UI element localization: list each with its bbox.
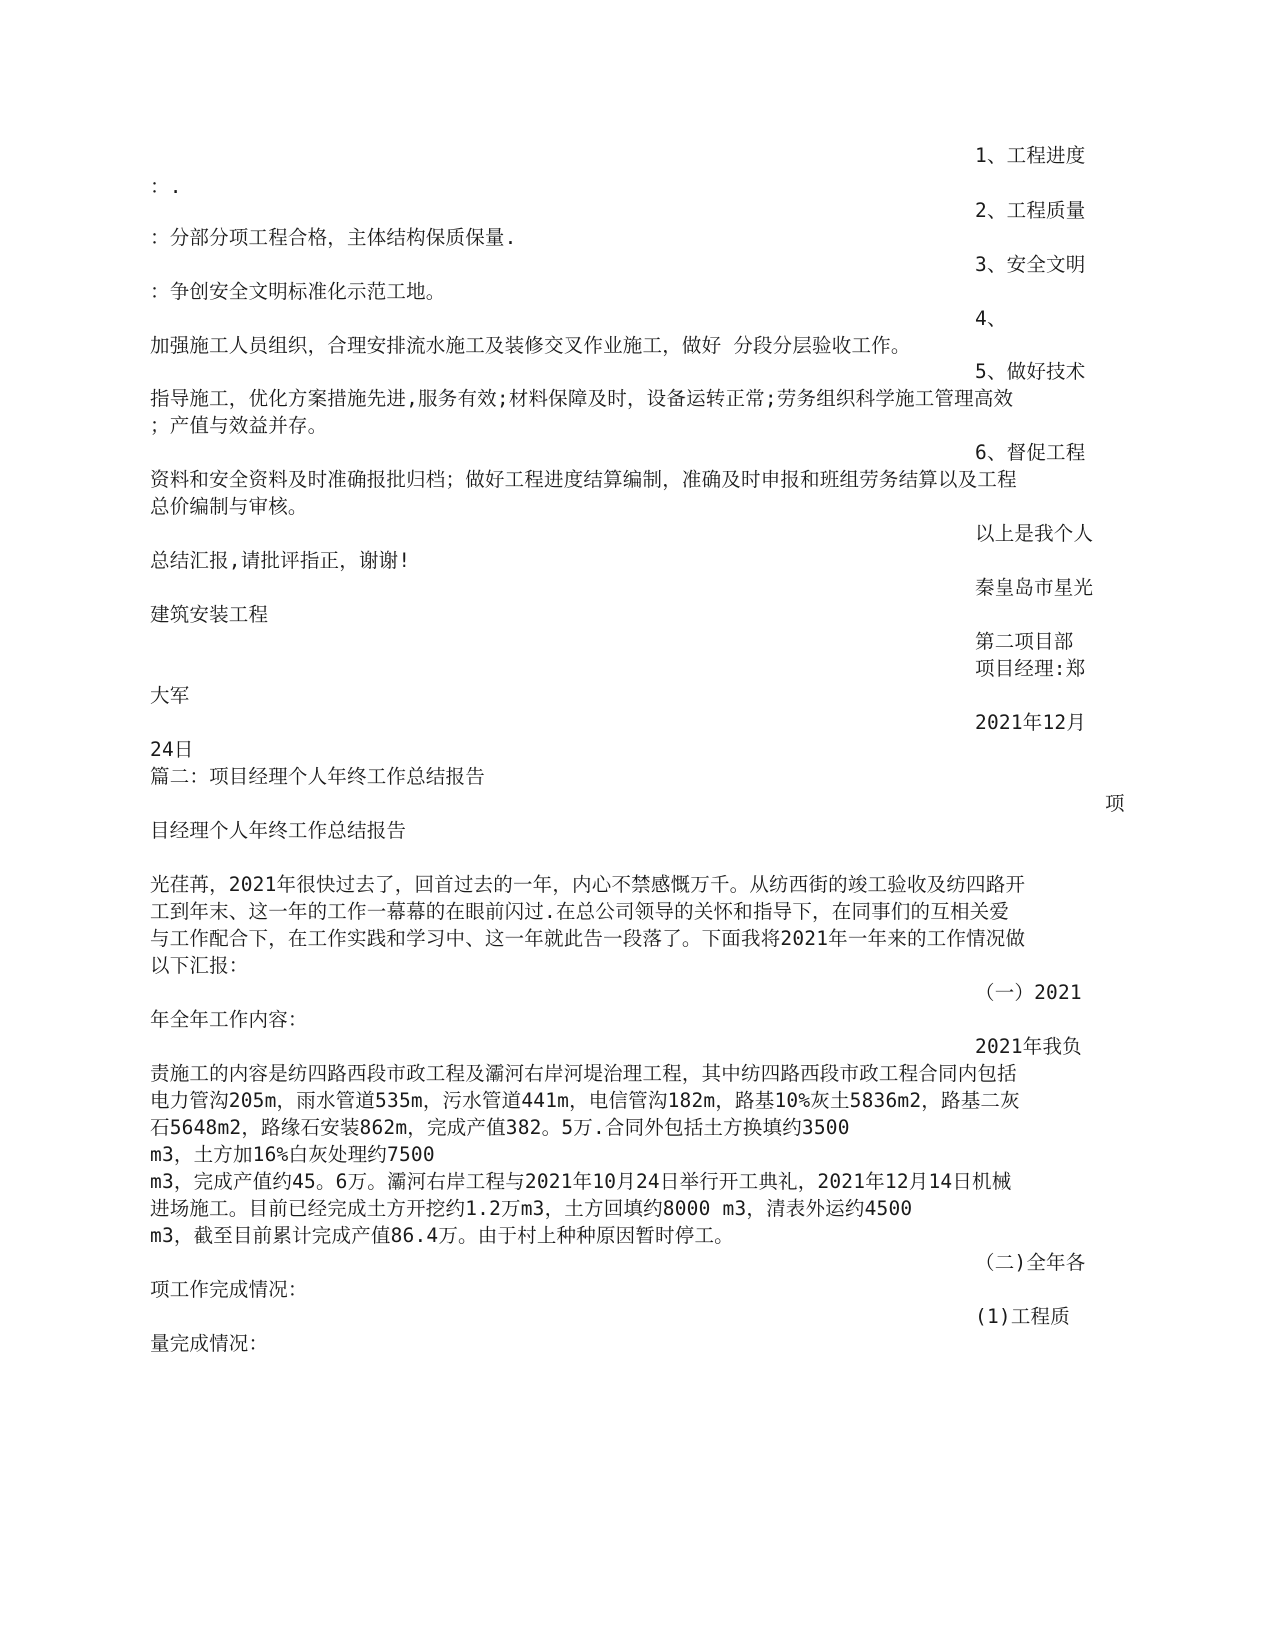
text-line: 项 (1105, 792, 1125, 815)
paragraph-line: 责施工的内容是纺四路西段市政工程及灞河右岸河堤治理工程，其中纺四路西段市政工程合同内包括 (150, 1062, 1017, 1085)
paragraph-line: 石5648m2，路缘石安装862m，完成产值382。5万.合同外包括土方换填约3500 (150, 1116, 850, 1139)
signature-date: 2021年12月 (975, 711, 1087, 734)
signature-manager: 项目经理:郑 (975, 657, 1086, 680)
paragraph-line: m3，截至目前累计完成产值86.4万。由于村上种种原因暂时停工。 (150, 1224, 734, 1247)
signature-company-cont: 建筑安装工程 (150, 603, 269, 626)
paragraph-line: 以下汇报： (150, 954, 249, 977)
text-line: 以上是我个人 (975, 522, 1094, 545)
text-line: 加强施工人员组织，合理安排流水施工及装修交叉作业施工，做好 分段分层验收工作。 (150, 334, 911, 357)
signature-manager-cont: 大军 (150, 684, 190, 707)
paragraph-line: 进场施工。目前已经完成土方开挖约1.2万m3，土方回填约8000 m3，清表外运约4500 (150, 1197, 913, 1220)
paragraph-line: 工到年末、这一年的工作一幕幕的在眼前闪过.在总公司领导的关怀和指导下，在同事们的互相关爱 (150, 900, 1010, 923)
item-6-heading: 6、督促工程 (975, 441, 1086, 464)
paragraph-line: m3，完成产值约45。6万。灞河右岸工程与2021年10月24日举行开工典礼，2021年12月14日机械 (150, 1170, 1012, 1193)
item-2-heading: 2、工程质量 (975, 199, 1086, 222)
section-title: 篇二：项目经理个人年终工作总结报告 (150, 765, 485, 788)
text-line: 目经理个人年终工作总结报告 (150, 819, 407, 842)
item-4-heading: 4、 (975, 307, 1007, 330)
text-line: 资料和安全资料及时准确报批归档；做好工程进度结算编制，准确及时申报和班组劳务结算以及工程 (150, 468, 1017, 491)
subsection-heading: （一）2021 (975, 981, 1082, 1004)
subsection-heading: (1)工程质 (975, 1305, 1070, 1328)
paragraph-line: 与工作配合下，在工作实践和学习中、这一年就此告一段落了。下面我将2021年一年来的工作情况做 (150, 927, 1026, 950)
text-line: 项工作完成情况： (150, 1278, 308, 1301)
text-line: 年全年工作内容： (150, 1008, 308, 1031)
text-line: 量完成情况： (150, 1332, 269, 1355)
text-line: ；产值与效益并存。 (150, 414, 328, 437)
paragraph-line: 光荏苒，2021年很快过去了，回首过去的一年，内心不禁感慨万千。从纺西街的竣工验收及纺四路开 (150, 873, 1026, 896)
signature-company: 秦皇岛市星光 (975, 576, 1094, 599)
subsection-heading: （二)全年各 (975, 1251, 1086, 1274)
text-line: ：. (150, 175, 182, 198)
text-line: 总价编制与审核。 (150, 495, 308, 518)
signature-date-cont: 24日 (150, 738, 194, 761)
text-line: 指导施工，优化方案措施先进,服务有效;材料保障及时，设备运转正常;劳务组织科学施工管理高效 (150, 387, 1014, 410)
item-1-heading: 1、工程进度 (975, 144, 1086, 167)
text-line: ：分部分项工程合格，主体结构保质保量. (150, 226, 517, 249)
text-line: ：争创安全文明标准化示范工地。 (150, 280, 446, 303)
text-line: 总结汇报,请批评指正，谢谢! (150, 549, 411, 572)
item-5-heading: 5、做好技术 (975, 360, 1086, 383)
paragraph-line: 电力管沟205m，雨水管道535m，污水管道441m，电信管沟182m，路基10%灰土5836m2，路基二灰 (150, 1089, 1020, 1112)
item-3-heading: 3、安全文明 (975, 253, 1086, 276)
text-line: 2021年我负 (975, 1035, 1082, 1058)
paragraph-line: m3，土方加16%白灰处理约7500 (150, 1143, 435, 1166)
signature-department: 第二项目部 (975, 630, 1074, 653)
